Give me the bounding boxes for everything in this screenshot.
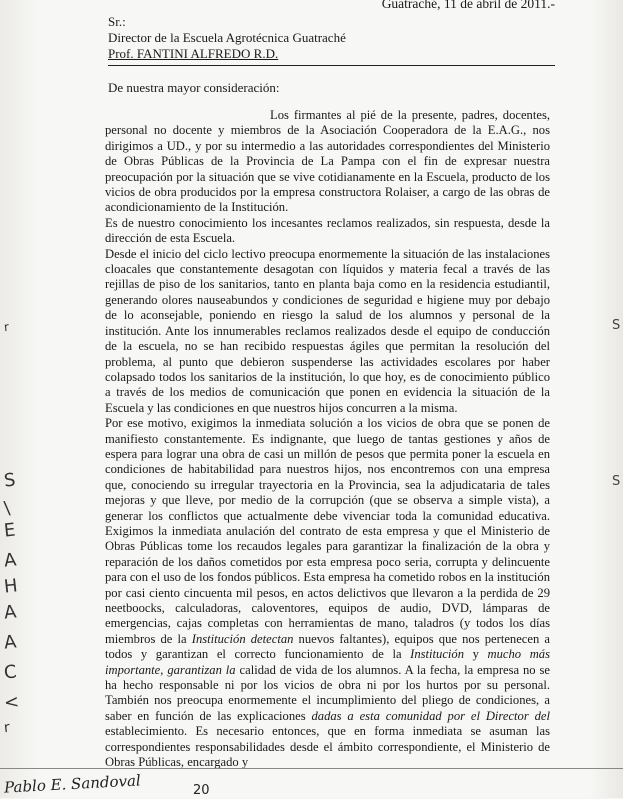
signature-number: 20 xyxy=(193,783,210,798)
paragraph-3: Desde el inicio del ciclo lectivo preocupa enormemente la situación de las instalaciones cloacales que constantemente desagotan con líquidos y materia fecal a través de las rejillas de piso de los sanitarios, tanto en planta baja como en la residencia estudiantil, generando olores nauseabundos y condiciones de seguridad e higiene muy por debajo de lo aconsejable, poniendo en riesgo la salud de los alumnos y personal de la institución. Ante los innumerables reclamos realizados desde el equipo de conducción de la escuela, no se han recibido respuestas ágiles que permitan la resolución del problema, al punto que debieron suspenderse las actividades escolares por haber colapsado todos los sanitarios de la institución, lo que hoy, es de conocimiento público a través de los medios de comunicación que ponen en evidencia la situación de la Escuela y las condiciones en que nuestros hijos concurren a la misma. xyxy=(105,246,550,415)
margin-mark: A xyxy=(2,601,18,624)
paragraph-4-text-3: y xyxy=(464,647,488,662)
margin-mark: r xyxy=(3,719,11,737)
paragraph-4-text-4: calidad de vida de los alumnos. A la fecha, la empresa no se ha hecho responsable ni por los vicios de obra ni por los hurtos por su personal. También nos preocupa enormemente el incumplimiento del pliego de condiciones, a saber en función de las explicaciones xyxy=(105,662,550,723)
paragraph-4-text-1: Por ese motivo, exigimos la inmediata solución a los vicios de obra que se ponen de manifiesto constantemente. Es indignante, que luego de tantas gestiones y años de espera para lograr una obra de casi un millón de pesos que permita poner la escuela en condiciones de habitabilidad para nuestros hijos, nos encontremos con una empresa que, conociendo su irregular trayectoria en la Provincia, sea la adjudicataria de tales mejoras y que lleve, por medio de la corrupción (que se observa a simple vista), a generar los conflictos que actualmente debe vivenciar toda la comunidad educativa. Exigimos la inmediata anulación del contrato de esta empresa y que el Ministerio de Obras Públicas tome los recaudos legales para garantizar la finalización de la obra y reparación de los daños cometidos por esta empresa poco seria, corrupta y delincuente para con el uso de los fondos públicos. Esta empresa ha cometido robos en la institución por casi ciento cincuenta mil pesos, en actos delictivos que llevaron a la perdida de 29 neetboocks, calculadoras, caloventores, equipos de audio, DVD, lámparas de emergencias, cajas completas con herramientas de mano, taladros (y todos los días miembros de la xyxy=(105,416,550,646)
right-margin-mark: S xyxy=(612,318,621,333)
signature-strip xyxy=(0,768,623,799)
addressee-salutation: Sr.: xyxy=(108,14,126,29)
paragraph-1: Los firmantes al pié de la presente, padres, docentes, personal no docente y miembros de la Asociación Cooperadora de la E.A.G., nos dirigimos a UD., y por su intermedio a las autoridades correspondientes del Ministerio de Obras Públicas de la Provincia de La Pampa con el fin de expresar nuestra preocupación por la situación que se vive cotidianamente en la Escuela, producto de los vicios de obra producidos por la empresa constructora Rolaiser, a cargo de las obras de acondicionamiento de la Institución. xyxy=(105,108,550,215)
margin-mark: < xyxy=(2,691,21,714)
greeting: De nuestra mayor consideración: xyxy=(108,80,280,95)
margin-mark: A xyxy=(2,631,18,654)
paragraph-4-italic-1: Institución detectan xyxy=(191,631,294,646)
paragraph-4 xyxy=(105,416,550,770)
paragraph-4-italic-2: Institución xyxy=(410,647,465,662)
paragraph-4-text-5: establecimiento. Es necesario entonces, que en forma inmediata se asuman las correspondientes responsabilidades desde el ámbito correspondiente, el Ministerio de Obras Públicas, encargado y xyxy=(105,724,550,770)
paragraph-4-italic-3: mucho más importante, garantizan la xyxy=(105,647,550,677)
paragraph-4-text-2: nuevos faltantes), equipos que nos pertenecen a todos y garantizan el correcto funcionamiento de la xyxy=(105,631,550,662)
margin-mark: A xyxy=(2,549,18,572)
handwritten-signature: Pablo E. Sandoval xyxy=(3,771,142,797)
letter-date: Guatraché, 11 de abril de 2011.- xyxy=(381,0,555,11)
addressee-name: Prof. FANTINI ALFREDO R.D. xyxy=(108,46,279,61)
margin-mark: H xyxy=(2,575,19,598)
addressee-role: Director de la Escuela Agrotécnica Guatraché xyxy=(108,30,346,45)
margin-mark: E xyxy=(2,519,17,542)
addressee-block xyxy=(108,14,346,62)
margin-mark: r xyxy=(3,319,10,335)
margin-mark: C xyxy=(2,661,18,684)
right-margin-mark: S xyxy=(612,474,621,489)
margin-mark: \ xyxy=(2,497,12,520)
letter-body xyxy=(105,108,550,770)
paragraph-4-italic-4: dadas a esta comunidad por el Director del xyxy=(311,708,550,723)
paragraph-2: Es de nuestro conocimiento los incesantes reclamos realizados, sin respuesta, desde la dirección de esta Escuela. xyxy=(105,215,550,246)
header-divider xyxy=(108,65,555,66)
margin-mark: S xyxy=(2,469,17,492)
